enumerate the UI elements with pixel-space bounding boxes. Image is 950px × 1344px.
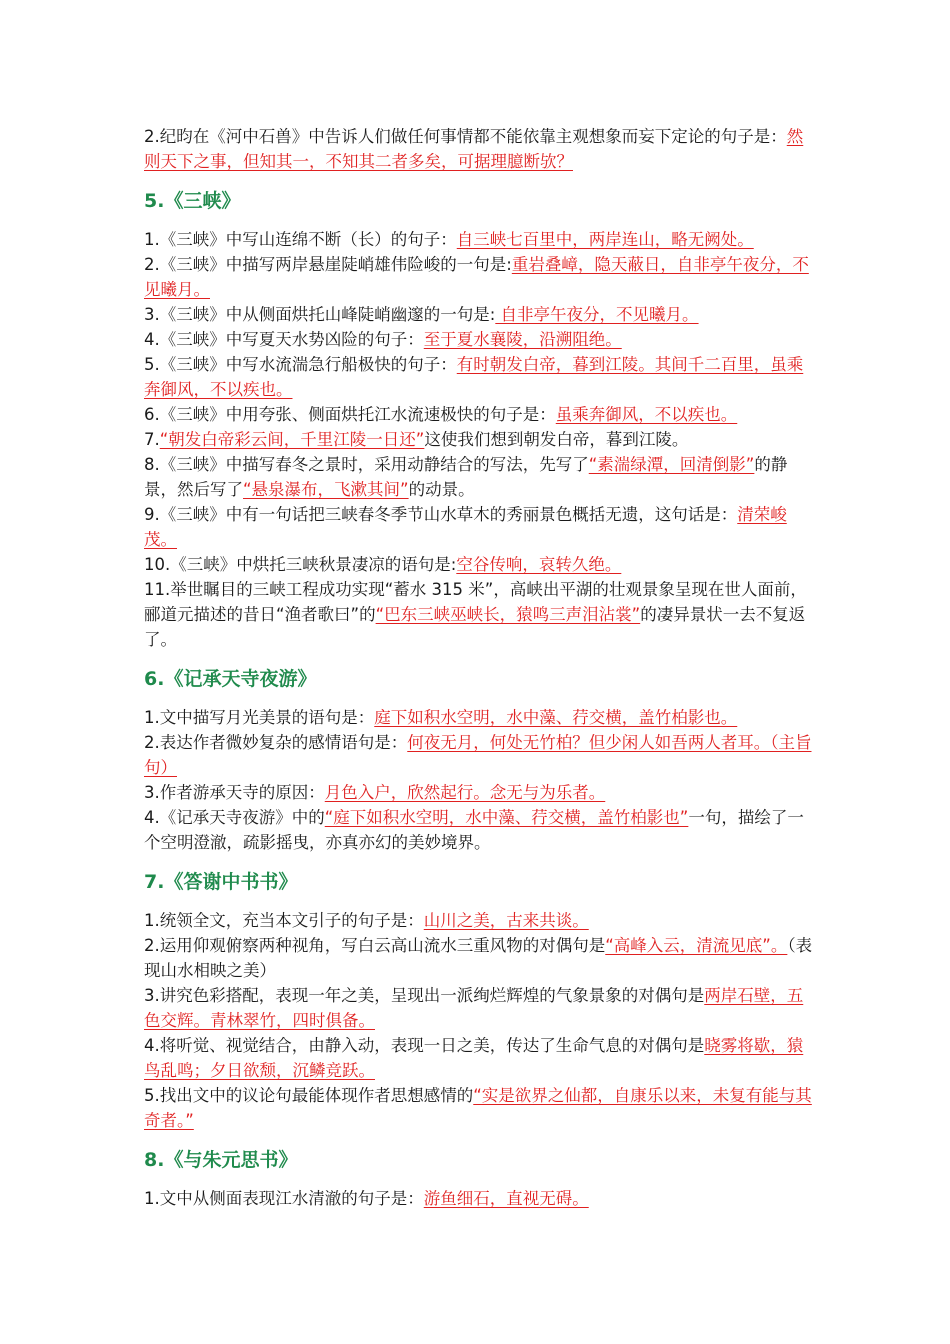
answer-text: 至于夏水襄陵，沿溯阻绝。 xyxy=(423,330,622,349)
answer-text: 自三峡七百里中，两岸连山，略无阙处。 xyxy=(456,230,754,249)
answer-text: “高峰入云，清流见底”。 xyxy=(605,936,788,955)
answer-text: “悬泉瀑布，飞漱其间” xyxy=(243,480,409,499)
answer-text: 月色入户，欣然起行。念无与为乐者。 xyxy=(324,783,606,802)
answer-text: 两岸石壁，五色交辉。青林翠竹，四时俱备。 xyxy=(144,986,804,1030)
question-tail: 的静景，然后写了 xyxy=(144,455,788,499)
question-item xyxy=(144,352,814,402)
answer-text: 自非亭午夜分，不见曦月。 xyxy=(495,305,699,324)
question-item xyxy=(144,302,814,327)
question-text: 3.《三峡》中从侧面烘托山峰陡峭幽邃的一句是: xyxy=(144,305,496,324)
question-text: 2.《三峡》中描写两岸悬崖陡峭雄伟险峻的一句是: xyxy=(144,255,512,274)
question-tail: 这使我们想到朝发白帝，暮到江陵。 xyxy=(424,430,689,449)
answer-text: “朝发白帝彩云间，千里江陵一日还” xyxy=(159,430,425,449)
question-item xyxy=(144,124,814,174)
question-text: 5.找出文中的议论句最能体现作者思想感情的 xyxy=(144,1086,474,1105)
question-text: 8.《三峡》中描写春冬之景时，采用动静结合的写法，先写了 xyxy=(144,455,589,474)
question-item xyxy=(144,1186,814,1211)
document-content xyxy=(144,124,814,1211)
question-text: 5.《三峡》中写水流湍急行船极快的句子： xyxy=(144,355,457,374)
question-text: 1.统领全文，充当本文引子的句子是： xyxy=(144,911,424,930)
question-tail: 的凄异景状一去不复返了。 xyxy=(144,605,806,649)
question-text: 1.文中从侧面表现江水清澈的句子是： xyxy=(144,1189,424,1208)
section-heading: 6.《记承天寺夜游》 xyxy=(144,668,317,690)
question-item xyxy=(144,252,814,302)
question-item xyxy=(144,933,814,983)
question-tail: （表现山水相映之美） xyxy=(144,936,813,980)
question-tail: 的动景。 xyxy=(408,480,475,499)
question-item xyxy=(144,805,814,855)
question-text: 10.《三峡》中烘托三峡秋景凄凉的语句是: xyxy=(144,555,457,574)
answer-text: 庭下如积水空明，水中藻、荇交横，盖竹柏影也。 xyxy=(374,708,738,727)
question-item xyxy=(144,427,814,452)
question-item xyxy=(144,327,814,352)
question-item xyxy=(144,983,814,1033)
question-text: 2.表达作者微妙复杂的感情语句是： xyxy=(144,733,408,752)
question-item xyxy=(144,730,814,780)
question-item xyxy=(144,227,814,252)
question-text: 9.《三峡》中有一句话把三峡春冬季节山水草木的秀丽景色概括无遗，这句话是： xyxy=(144,505,738,524)
question-item xyxy=(144,502,814,552)
question-item xyxy=(144,908,814,933)
answer-text: 游鱼细石，直视无碍。 xyxy=(423,1189,589,1208)
question-text: 4.将听觉、视觉结合，由静入动，表现一日之美，传达了生命气息的对偶句是 xyxy=(144,1036,705,1055)
question-text: 1.文中描写月光美景的语句是： xyxy=(144,708,375,727)
answer-text: 何夜无月，何处无竹柏？但少闲人如吾两人者耳。（主旨句） xyxy=(144,733,812,777)
answer-text: 空谷传响，哀转久绝。 xyxy=(456,555,622,574)
question-item xyxy=(144,402,814,427)
answer-text: “巴东三峡巫峡长，猿鸣三声泪沾裳” xyxy=(375,605,641,624)
section-heading: 5.《三峡》 xyxy=(144,190,241,212)
question-text: 4.《记承天寺夜游》中的 xyxy=(144,808,325,827)
question-text: 6.《三峡》中用夸张、侧面烘托江水流速极快的句子是： xyxy=(144,405,556,424)
answer-text: “实是欲界之仙都，自康乐以来，未复有能与其奇者。” xyxy=(144,1086,812,1130)
answer-text: 虽乘奔御风，不以疾也。 xyxy=(555,405,738,424)
question-item xyxy=(144,577,814,652)
question-text: 1.《三峡》中写山连绵不断（长）的句子： xyxy=(144,230,457,249)
question-tail: 一句，描绘了一个空明澄澈，疏影摇曳，亦真亦幻的美妙境界。 xyxy=(144,808,804,852)
question-text: 4.《三峡》中写夏天水势凶险的句子： xyxy=(144,330,424,349)
answer-text: 有时朝发白帝，暮到江陵。其间千二百里，虽乘奔御风，不以疾也。 xyxy=(144,355,804,399)
answer-text: “素湍绿潭，回清倒影” xyxy=(588,455,755,474)
question-text: 2.纪昀在《河中石兽》中告诉人们做任何事情都不能依靠主观想象而妄下定论的句子是： xyxy=(144,127,787,146)
question-text: 3.讲究色彩搭配，表现一年之美，呈现出一派绚烂辉煌的气象景象的对偶句是 xyxy=(144,986,705,1005)
question-text: 2.运用仰观俯察两种视角，写白云高山流水三重风物的对偶句是 xyxy=(144,936,606,955)
section-heading: 7.《答谢中书书》 xyxy=(144,871,298,893)
question-text: 7. xyxy=(144,430,160,449)
question-item xyxy=(144,705,814,730)
question-item xyxy=(144,1083,814,1133)
question-item xyxy=(144,552,814,577)
answer-text: “庭下如积水空明，水中藻、荇交横，盖竹柏影也” xyxy=(324,808,689,827)
question-text: 11.举世瞩目的三峡工程成功实现“蓄水 315 米”，高峡出平湖的壮观景象呈现在世人面前，郦道元描述的昔日“渔者歌曰”的 xyxy=(144,580,807,624)
question-item xyxy=(144,452,814,502)
question-item xyxy=(144,1033,814,1083)
answer-text: 重岩叠嶂，隐天蔽日，自非亭午夜分，不见曦月。 xyxy=(144,255,809,299)
answer-text: 晓雾将歇，猿鸟乱鸣；夕日欲颓，沉鳞竞跃。 xyxy=(144,1036,804,1080)
section-heading: 8.《与朱元思书》 xyxy=(144,1149,298,1171)
answer-text: 山川之美，古来共谈。 xyxy=(423,911,589,930)
answer-text: 清荣峻茂。 xyxy=(144,505,787,549)
question-text: 3.作者游承天寺的原因： xyxy=(144,783,325,802)
answer-text: 然则天下之事，但知其一，不知其二者多矣，可据理臆断欤？ xyxy=(144,127,804,171)
question-item xyxy=(144,780,814,805)
